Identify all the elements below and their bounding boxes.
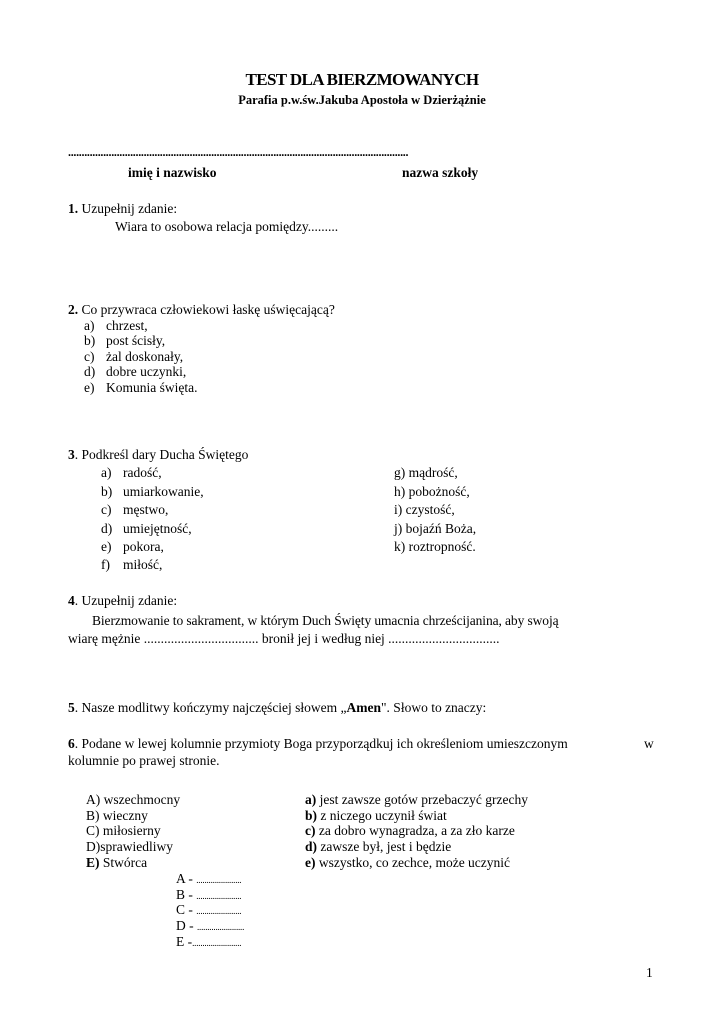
question-6-definition — [305, 808, 447, 824]
answer-dots: ........................ — [192, 938, 242, 948]
school-label: nazwa szkoły — [402, 165, 479, 180]
definition-marker: e) — [305, 855, 316, 870]
question-1-prompt: Uzupełnij zdanie: — [81, 201, 178, 216]
question-3-right-option: k) roztropność. — [394, 539, 476, 554]
option-marker: b) — [101, 484, 113, 499]
attribute-marker: B) — [86, 808, 100, 823]
page-subtitle: Parafia p.w.św.Jakuba Apostoła w Dzierżążnie — [238, 93, 486, 107]
attribute-marker: E) — [86, 855, 100, 870]
question-6-definition — [305, 792, 528, 808]
option-marker: a) — [101, 465, 112, 480]
answer-line — [176, 871, 241, 887]
question-3-left-option — [101, 557, 162, 573]
question-6-number: 6 — [68, 736, 75, 751]
question-2 — [68, 302, 335, 318]
option-text: żal doskonały, — [106, 349, 184, 364]
question-3-left-option — [101, 539, 164, 555]
answer-line — [176, 918, 244, 934]
definition-marker: a) — [305, 792, 317, 807]
question-5-text-before: . Nasze modlitwy kończymy najczęściej słowem „ — [74, 700, 347, 715]
answer-dots: ...................... — [196, 906, 242, 916]
question-6-attribute — [86, 823, 161, 839]
answer-line — [176, 902, 241, 918]
attribute-text: Stwórca — [102, 855, 148, 870]
attribute-text: wieczny — [102, 808, 148, 823]
name-school-dotted-line: .............................................................................................................................. — [68, 145, 409, 159]
option-text: post ścisły, — [106, 333, 166, 348]
question-2-option — [84, 318, 148, 334]
question-6-definition — [305, 855, 510, 871]
option-text: radość, — [123, 465, 162, 480]
answer-dots: ...................... — [196, 875, 242, 885]
attribute-text: miłosierny — [102, 823, 161, 838]
question-6-definition — [305, 823, 515, 839]
option-marker: f) — [101, 557, 110, 572]
answer-label: A - — [176, 871, 197, 886]
question-2-option — [84, 349, 183, 365]
answer-line — [176, 934, 241, 950]
question-4-number: 4 — [68, 593, 75, 608]
question-3-prompt: . Podkreśl dary Ducha Świętego — [74, 447, 249, 462]
answer-line — [176, 887, 241, 903]
answer-label: C - — [176, 902, 197, 917]
question-3-right-option: j) bojaźń Boża, — [394, 521, 477, 536]
question-3 — [68, 447, 248, 463]
question-5-amen: Amen — [346, 700, 382, 715]
question-2-option — [84, 380, 197, 396]
option-text: umiejętność, — [123, 521, 192, 536]
attribute-text: sprawiedliwy — [100, 839, 173, 854]
option-marker: e) — [84, 380, 95, 395]
question-2-prompt: Co przywraca człowiekowi łaskę uświęcającą? — [81, 302, 335, 317]
question-2-number: 2. — [68, 302, 79, 317]
question-6-line-1-end: w — [644, 736, 654, 751]
question-3-left-option — [101, 502, 168, 518]
question-1 — [68, 201, 177, 217]
definition-marker: c) — [305, 823, 316, 838]
definition-text: wszystko, co zechce, może uczynić — [315, 855, 511, 870]
question-4-sentence-line-1: Bierzmowanie to sakrament, w którym Duch Święty umacnia chrześcijanina, aby swoją — [92, 613, 559, 628]
answer-label: D - — [176, 918, 197, 933]
question-1-number: 1. — [68, 201, 79, 216]
question-3-left-option — [101, 484, 204, 500]
question-4-sentence — [68, 613, 654, 646]
option-marker: c) — [101, 502, 112, 517]
definition-marker: d) — [305, 839, 318, 854]
option-text: chrzest, — [106, 318, 148, 333]
question-2-option — [84, 333, 165, 349]
question-4-prompt: . Uzupełnij zdanie: — [74, 593, 178, 608]
definition-text: za dobro wynagradza, a za zło karze — [315, 823, 515, 838]
option-marker: e) — [101, 539, 112, 554]
answer-dots: ....................... — [197, 922, 245, 932]
question-6-attribute — [86, 855, 147, 871]
attribute-marker: D) — [86, 839, 101, 854]
page-title: TEST DLA BIERZMOWANYCH — [245, 70, 479, 89]
question-3-right-option: i) czystość, — [394, 502, 455, 517]
option-text: pokora, — [123, 539, 164, 554]
question-4-sentence-line-2: wiarę mężnie .................................. bronił jej i według niej ................................. — [68, 630, 500, 646]
question-6-line-1-text: . Podane w lewej kolumnie przymioty Boga przyporządkuj ich określeniom umieszczonym — [74, 736, 568, 751]
name-label: imię i nazwisko — [128, 165, 217, 180]
option-text: umiarkowanie, — [123, 484, 204, 499]
option-marker: a) — [84, 318, 95, 333]
question-3-left-option — [101, 465, 162, 481]
attribute-text: wszechmocny — [103, 792, 181, 807]
option-marker: d) — [84, 364, 96, 379]
option-text: miłość, — [123, 557, 163, 572]
question-3-number: 3 — [68, 447, 75, 462]
question-5-text-after: ". Słowo to znaczy: — [381, 700, 487, 715]
question-6-line-2: kolumnie po prawej stronie. — [68, 753, 220, 768]
option-marker: d) — [101, 521, 113, 536]
page-number: 1 — [646, 965, 653, 980]
option-text: Komunia święta. — [106, 380, 198, 395]
definition-text: zawsze był, jest i będzie — [317, 839, 452, 854]
attribute-marker: A) — [86, 792, 101, 807]
question-3-left-option — [101, 521, 192, 537]
option-text: dobre uczynki, — [106, 364, 187, 379]
question-6-attribute — [86, 839, 173, 855]
answer-dots: ...................... — [196, 891, 242, 901]
question-6-attribute — [86, 792, 180, 808]
question-6-line-1 — [68, 736, 568, 752]
attribute-marker: C) — [86, 823, 100, 838]
answer-label: B - — [176, 887, 197, 902]
question-5-number: 5 — [68, 700, 75, 715]
question-4 — [68, 593, 177, 609]
question-5 — [68, 700, 486, 716]
question-3-right-option: h) pobożność, — [394, 484, 470, 499]
question-6-definition — [305, 839, 451, 855]
question-1-sentence: Wiara to osobowa relacja pomiędzy......... — [115, 219, 339, 234]
definition-text: z niczego uczynił świat — [317, 808, 447, 823]
definition-marker: b) — [305, 808, 318, 823]
question-6-attribute — [86, 808, 148, 824]
option-marker: b) — [84, 333, 96, 348]
definition-text: jest zawsze gotów przebaczyć grzechy — [316, 792, 529, 807]
option-marker: c) — [84, 349, 95, 364]
question-2-option — [84, 364, 186, 380]
option-text: męstwo, — [123, 502, 169, 517]
question-3-right-option: g) mądrość, — [394, 465, 458, 480]
answer-label: E - — [176, 934, 193, 949]
